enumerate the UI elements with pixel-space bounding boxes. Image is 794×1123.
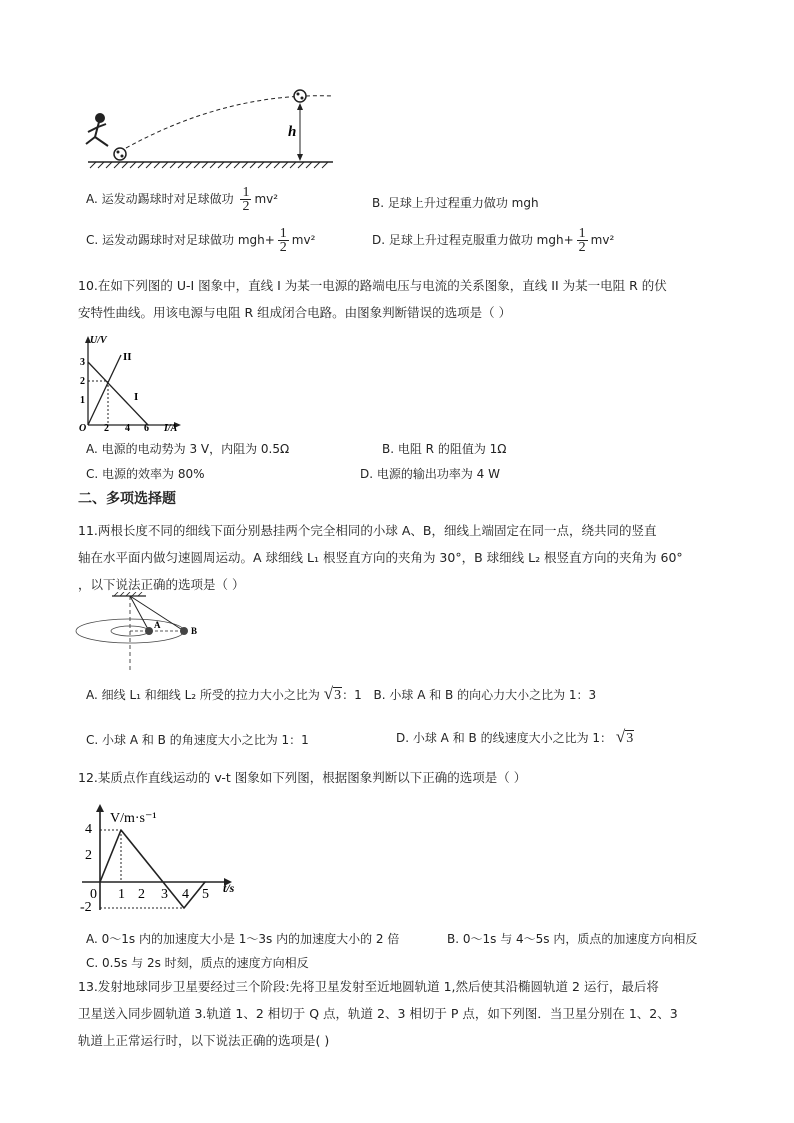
section-title: 二、多项选择题 <box>78 491 176 507</box>
q11-conical-pendulum-figure <box>74 592 224 672</box>
x-tick: 4 <box>125 423 130 433</box>
q10-option-b: B. 电阻 R 的阻值为 1Ω <box>382 442 507 456</box>
line-II <box>88 355 121 425</box>
x-tick: 3 <box>161 887 168 902</box>
q9-option-b: B. 足球上升过程重力做功 mgh <box>372 196 539 210</box>
label-A: A <box>154 620 161 630</box>
x-tick: 1 <box>118 887 125 902</box>
fraction-half: $\frac{1}{2}$ <box>242 185 250 214</box>
q12-option-b: B. 0～1s 与 4～5s 内，质点的加速度方向相反 <box>447 932 698 946</box>
line-I <box>88 362 148 425</box>
vt-plot-area <box>99 829 206 909</box>
q13-stem: 13.发射地球同步卫星要经过三个阶段:先将卫星发射至近地圆轨道 1,然后使其沿椭圆轨道 2 运行，最后将 卫星送入同步圆轨道 3.轨道 1、2 相切于 Q 点，轨道 2、3 相切于 P 点，如下列图．当卫星分别在 1、2、3 轨道上正常运行时，以下说法正确的选项是( ) <box>78 979 678 1048</box>
q10-option-a: A. 电源的电动势为 3 V，内阻为 0.5Ω <box>86 442 290 456</box>
x-tick: 4 <box>182 887 189 902</box>
q11-option-d: D. 小球 A 和 B 的线速度大小之比为 1： √3 <box>396 727 634 746</box>
vt-point <box>120 829 122 831</box>
sqrt-symbol: √3 <box>323 684 342 703</box>
q12-option-c: C. 0.5s 与 2s 时刻，质点的速度方向相反 <box>86 956 309 970</box>
y-tick: -2 <box>80 900 92 915</box>
fraction-half: $\frac{1}{2}$ <box>279 226 287 255</box>
q10-option-d: D. 电源的输出功率为 4 W <box>360 467 500 481</box>
x-tick: 2 <box>104 423 109 433</box>
y-tick: 2 <box>85 848 92 863</box>
vt-point <box>204 881 206 883</box>
x-tick: 6 <box>144 423 149 433</box>
y-axis-label: U/V <box>90 335 107 346</box>
line-I-label: I <box>134 391 139 403</box>
x-tick: 2 <box>138 887 145 902</box>
q9-option-d: D. 足球上升过程克服重力做功 mgh+ $\frac{1}{2}$ mv² <box>372 226 615 255</box>
q12-option-a: A. 0～1s 内的加速度大小是 1～3s 内的加速度大小的 2 倍 <box>86 932 400 946</box>
vt-point <box>183 907 185 909</box>
trajectory <box>126 96 333 148</box>
y-tick: 3 <box>80 357 85 368</box>
q9-option-c: C. 运发动踢球时对足球做功 mgh+ $\frac{1}{2}$ mv² <box>86 226 316 255</box>
q10-option-c: C. 电源的效率为 80% <box>86 467 205 481</box>
ground-hatch <box>90 162 328 168</box>
origin-label: 0 <box>90 887 97 902</box>
line-II-label: II <box>123 351 132 363</box>
q11-option-c: C. 小球 A 和 B 的角速度大小之比为 1：1 <box>86 733 309 747</box>
q9-figure <box>78 82 348 174</box>
y-tick: 4 <box>85 822 92 837</box>
q12-vt-graph <box>78 798 248 916</box>
ball-B <box>180 627 188 635</box>
x-tick: 5 <box>202 887 209 902</box>
q9-option-a: A. 运发动踢球时对足球做功 $\frac{1}{2}$ mv² <box>86 185 279 214</box>
vt-segment <box>121 830 184 908</box>
vt-point <box>99 881 101 883</box>
origin-label: O <box>79 423 87 433</box>
q12-stem: 12.某质点作直线运动的 v-t 图象如下列图，根据图象判断以下正确的选项是（ ） <box>78 770 527 785</box>
label-B: B <box>191 626 198 636</box>
y-tick: 1 <box>80 395 85 406</box>
ball-top <box>294 90 306 102</box>
sqrt-symbol: √3 <box>615 727 634 746</box>
vt-segment <box>100 830 121 882</box>
x-axis-label: I/A <box>164 423 178 433</box>
q10-ui-graph <box>78 333 190 433</box>
height-label: h <box>288 124 297 140</box>
player-figure <box>86 114 108 146</box>
ball-start <box>114 148 126 160</box>
fraction-half: $\frac{1}{2}$ <box>578 226 586 255</box>
ball-A <box>145 627 153 635</box>
y-axis-label: V/m·s⁻¹ <box>110 811 157 826</box>
x-axis-label: t/s <box>223 881 235 895</box>
y-tick: 2 <box>80 376 85 387</box>
q11-option-a-b: A. 细线 L₁ 和细线 L₂ 所受的拉力大小之比为 √3：1 B. 小球 A 和 B 的向心力大小之比为 1：3 <box>86 684 597 703</box>
q11-stem: 11.两根长度不同的细线下面分别悬挂两个完全相同的小球 A、B，细线上端固定在同一点，绕共同的竖直 轴在水平面内做匀速圆周运动。A 球细线 L₁ 根竖直方向的夹角为 30°，B 球细线 L₂ 根竖直方向的夹角为 60° ，以下说法正确的选项是（ ） <box>78 523 683 592</box>
q10-stem: 10.在如下列图的 U-I 图象中，直线 I 为某一电源的路端电压与电流的关系图象，直线 II 为某一电阻 R 的伏 安特性曲线。用该电源与电阻 R 组成闭合电路。由图象判断错误的选项是（ ） <box>78 278 667 320</box>
